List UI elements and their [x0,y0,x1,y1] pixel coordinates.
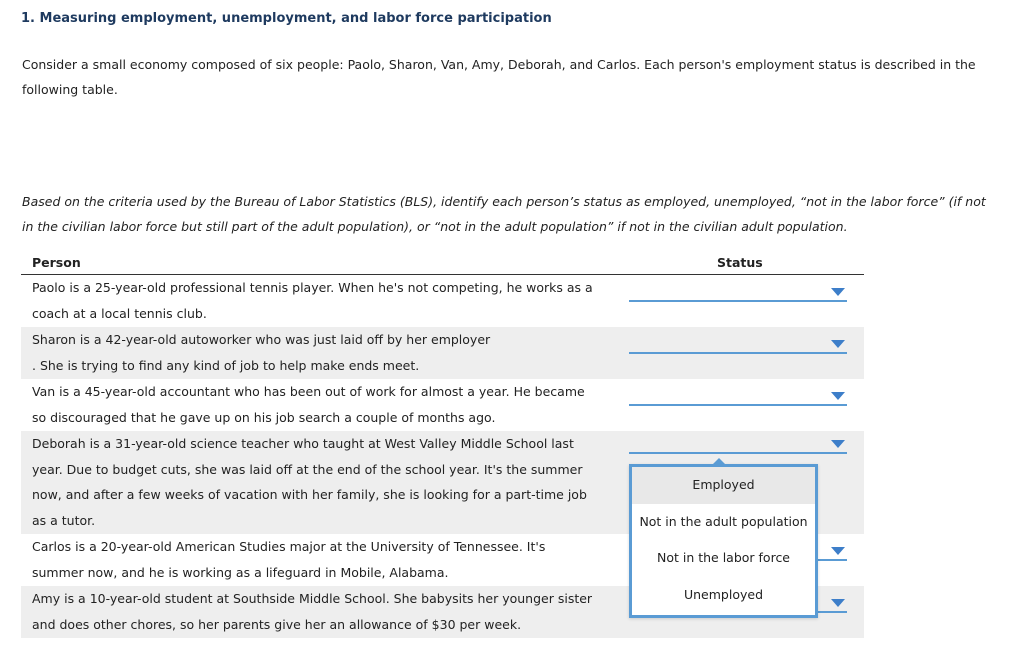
row-description: Sharon is a 42-year-old autoworker who was just laid off by her employer . She is trying to find any kind of job to help make ends meet. [32,332,491,373]
header-status: Status [717,255,763,270]
status-select-sharon[interactable] [629,334,847,354]
chevron-down-icon[interactable] [831,547,845,555]
chevron-down-icon[interactable] [831,392,845,400]
table-header [21,251,864,275]
row-description: Amy is a 10-year-old student at Southside Middle School. She babysits her younger sister and does other chores, so her parents give her an allowance of $30 per week. [32,591,593,632]
chevron-down-icon[interactable] [831,599,845,607]
row-description: Paolo is a 25-year-old professional tennis player. When he's not competing, he works as a coach at a local tennis club. [32,280,593,321]
status-select-deborah[interactable] [629,434,847,454]
table-row [21,379,864,431]
option-not-in-adult-population[interactable]: Not in the adult population [639,513,808,529]
status-select-paolo[interactable] [629,282,847,302]
instructions-text: Based on the criteria used by the Bureau of Labor Statistics (BLS), identify each person’s status as employed, unemployed, “not in the labor force” (if not in the civilian labor force but still part of the adult population), or “not in the adult population” if not in the civilian adult population. [22,194,986,234]
option-not-in-labor-force[interactable]: Not in the labor force [656,550,791,565]
row-description: Carlos is a 20-year-old American Studies major at the University of Tennessee. It's summer now, and he is working as a lifeguard in Mobile, Alabama. [32,539,546,580]
chevron-down-icon[interactable] [831,440,845,448]
chevron-down-icon[interactable] [831,340,845,348]
question-title: 1. Measuring employment, unemployment, and labor force participation [21,11,552,26]
option-unemployed[interactable]: Unemployed [683,586,764,602]
table-row [21,327,864,379]
intro-text: Consider a small economy composed of six people: Paolo, Sharon, Van, Amy, Deborah, and Carlos. Each person's employment status is described in the following table. [22,57,976,97]
row-description: Deborah is a 31-year-old science teacher who taught at West Valley Middle School last year. Due to budget cuts, she was laid off at the end of the school year. It's the summer now, and after a few weeks of vacation with her family, she is looking for a part-time job as a tutor. [32,436,587,528]
status-dropdown-menu [629,464,818,618]
row-description: Van is a 45-year-old accountant who has been out of work for almost a year. He became so discouraged that he gave up on his job search a couple of months ago. [32,384,585,425]
header-person: Person [32,255,81,270]
status-select-van[interactable] [629,386,847,406]
popup-arrow [712,458,726,465]
chevron-down-icon[interactable] [831,288,845,296]
table-row [21,275,864,327]
option-employed[interactable]: Employed [632,467,815,504]
